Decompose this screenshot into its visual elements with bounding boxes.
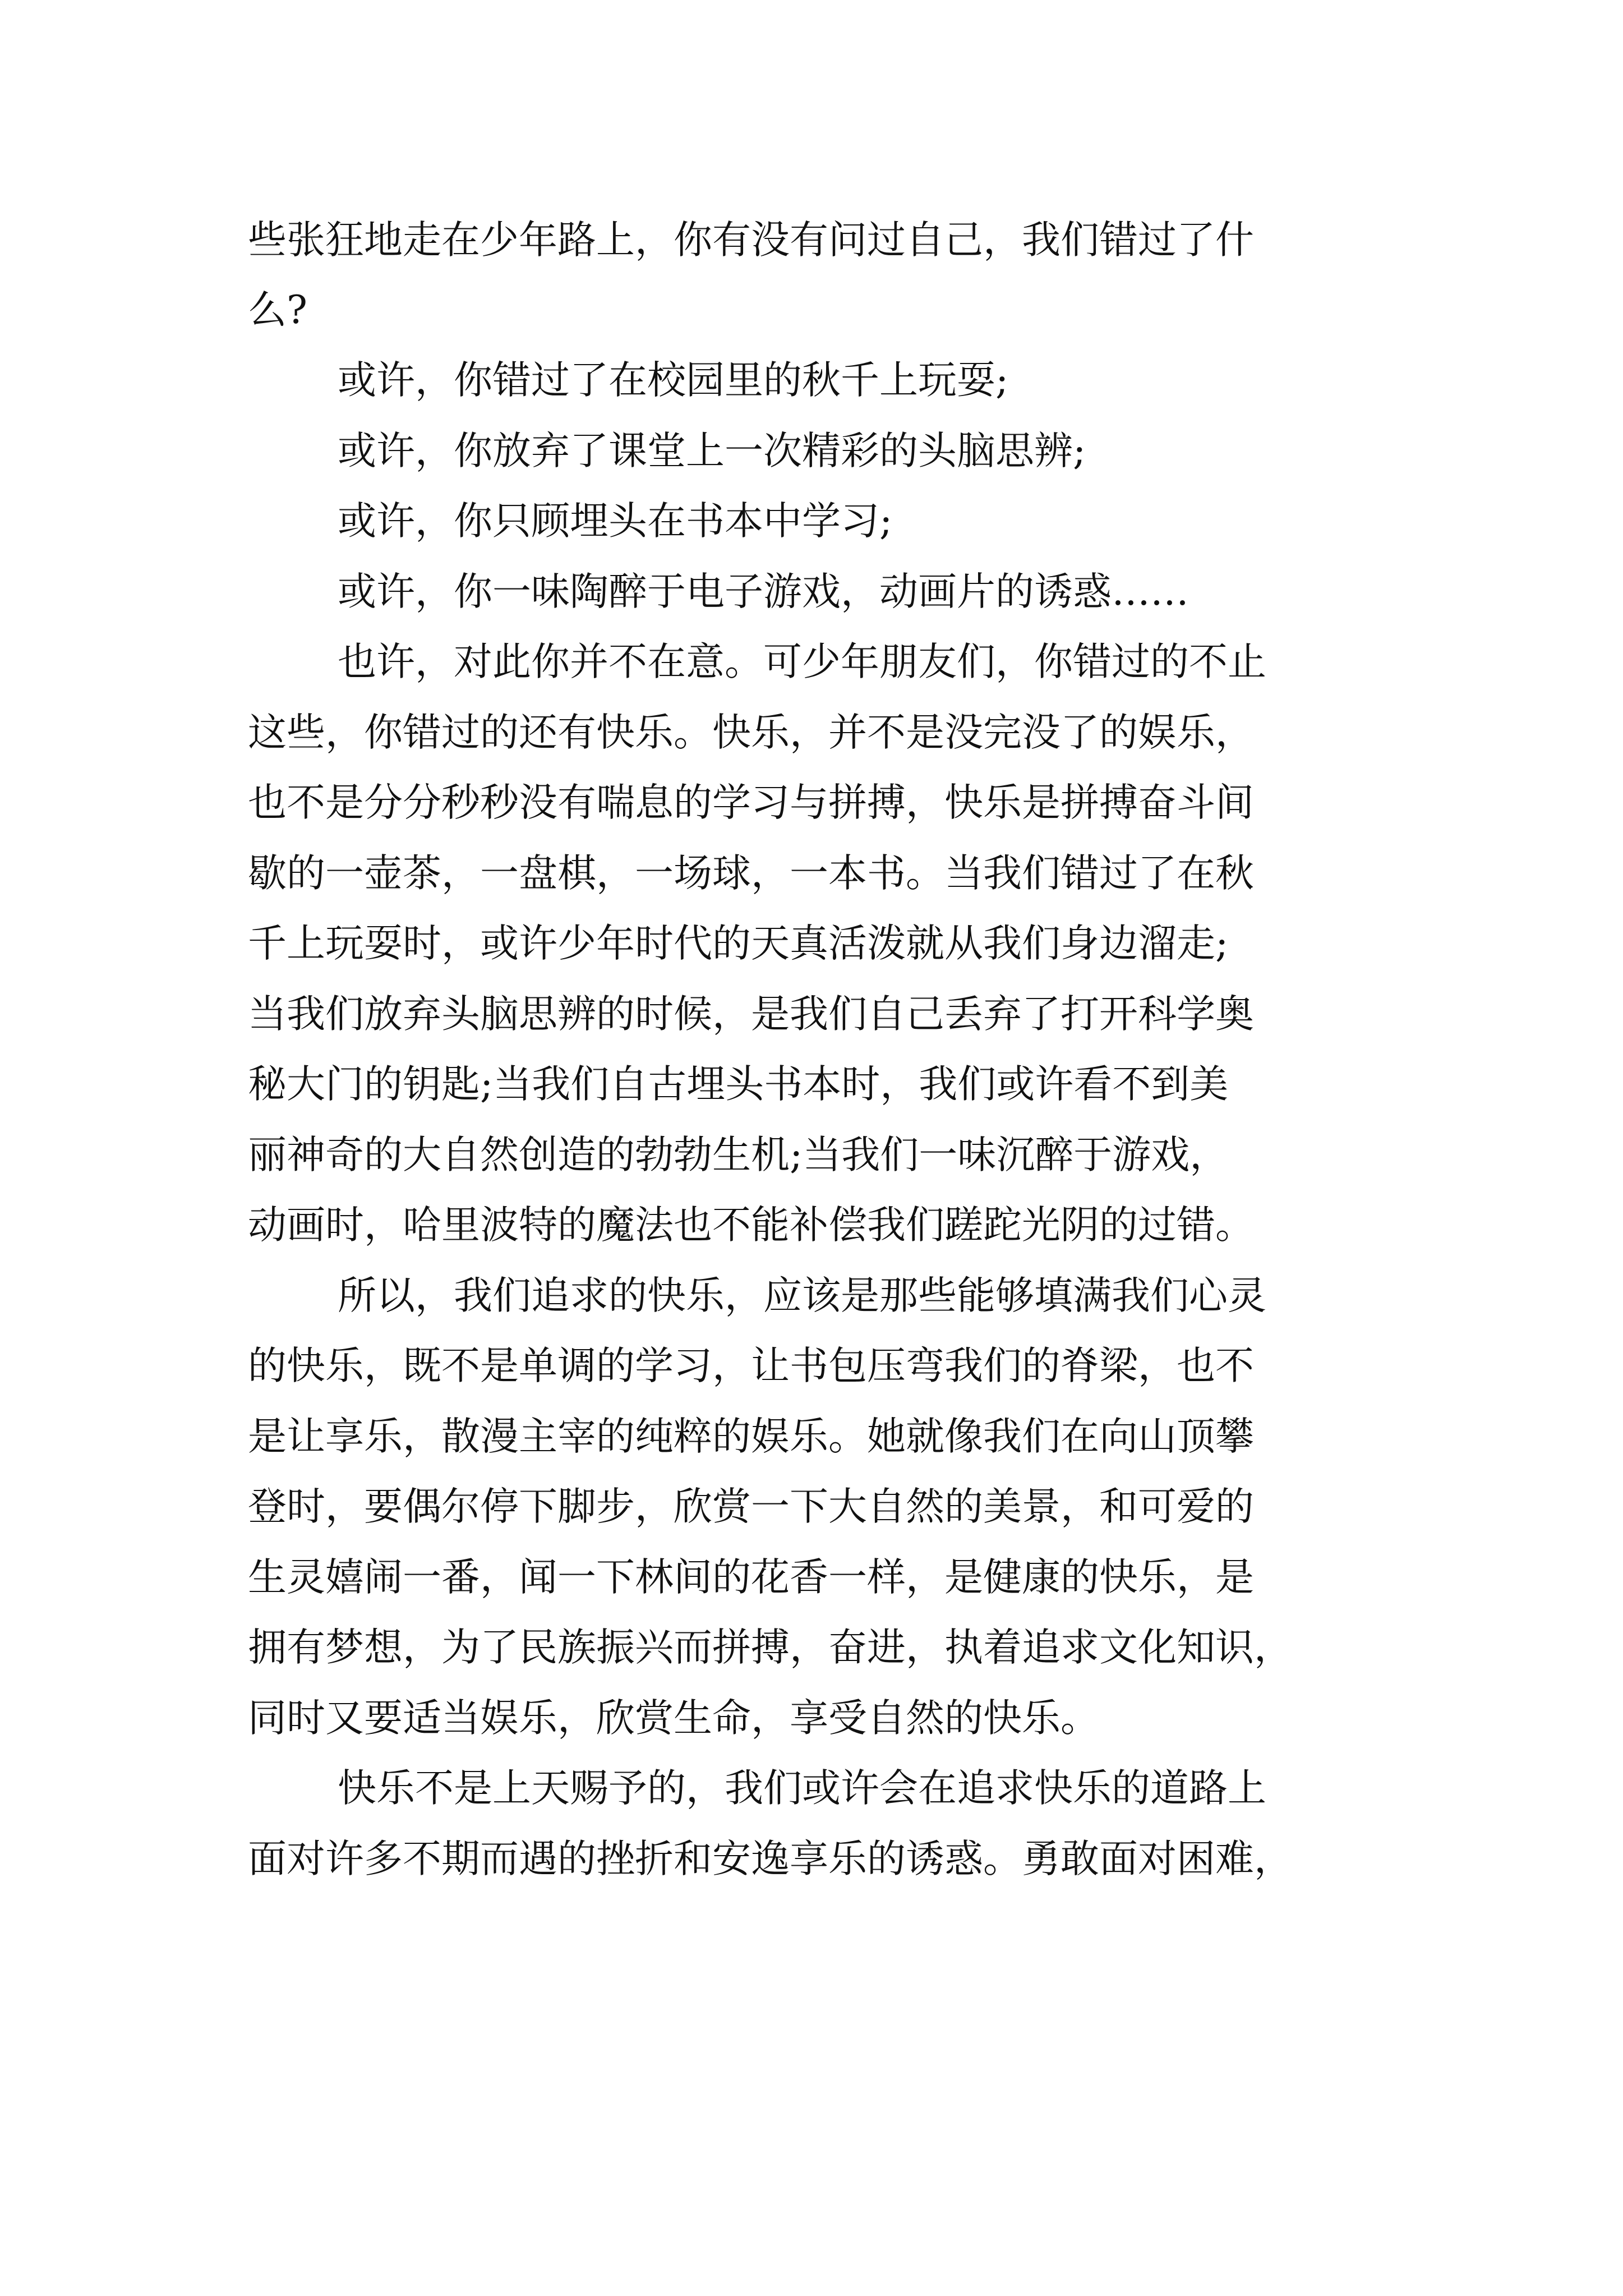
text-line: 秘大门的钥匙;当我们自古埋头书本时，我们或许看不到美: [248, 1062, 1229, 1107]
text-line: 所以，我们追求的快乐，应该是那些能够填满我们心灵: [338, 1273, 1266, 1318]
text-line: 歇的一壶茶，一盘棋，一场球，一本书。当我们错过了在秋: [248, 851, 1254, 896]
text-line: 拥有梦想，为了民族振兴而拼搏，奋进，执着追求文化知识，: [248, 1625, 1293, 1670]
text-line: 些张狂地走在少年路上，你有没有问过自己，我们错过了什: [248, 218, 1254, 263]
text-line: 是让享乐，散漫主宰的纯粹的娱乐。她就像我们在向山顶攀: [248, 1414, 1254, 1459]
text-line: 或许，你放弃了课堂上一次精彩的头脑思辨;: [338, 429, 1086, 473]
text-line: 面对许多不期而遇的挫折和安逸享乐的诱惑。勇敢面对困难，: [248, 1837, 1293, 1881]
text-line: 同时又要适当娱乐，欣赏生命，享受自然的快乐。: [248, 1696, 1099, 1741]
text-line: 登时，要偶尔停下脚步，欣赏一下大自然的美景，和可爱的: [248, 1484, 1254, 1529]
text-line: 这些，你错过的还有快乐。快乐，并不是没完没了的娱乐，: [248, 710, 1254, 755]
text-line: 么?: [248, 288, 307, 333]
text-line: 也许，对此你并不在意。可少年朋友们，你错过的不止: [338, 639, 1266, 684]
text-line: 动画时，哈里波特的魔法也不能补偿我们蹉跎光阴的过错。: [248, 1203, 1254, 1248]
text-line: 或许，你错过了在校园里的秋千上玩耍;: [338, 358, 1009, 403]
text-line: 千上玩耍时，或许少年时代的天真活泼就从我们身边溜走;: [248, 921, 1229, 966]
text-line: 丽神奇的大自然创造的勃勃生机;当我们一味沉醉于游戏，: [248, 1133, 1229, 1177]
text-line: 快乐不是上天赐予的，我们或许会在追求快乐的道路上: [338, 1766, 1266, 1811]
text-line: 的快乐，既不是单调的学习，让书包压弯我们的脊梁，也不: [248, 1343, 1254, 1388]
text-line: 或许，你只顾埋头在书本中学习;: [338, 499, 893, 544]
text-line: 或许，你一味陶醉于电子游戏，动画片的诱惑……: [338, 569, 1189, 614]
text-line: 也不是分分秒秒没有喘息的学习与拼搏，快乐是拼搏奋斗间: [248, 780, 1254, 825]
text-line: 当我们放弃头脑思辨的时候，是我们自己丢弃了打开科学奥: [248, 992, 1254, 1037]
text-line: 生灵嬉闹一番，闻一下林间的花香一样，是健康的快乐，是: [248, 1555, 1254, 1600]
